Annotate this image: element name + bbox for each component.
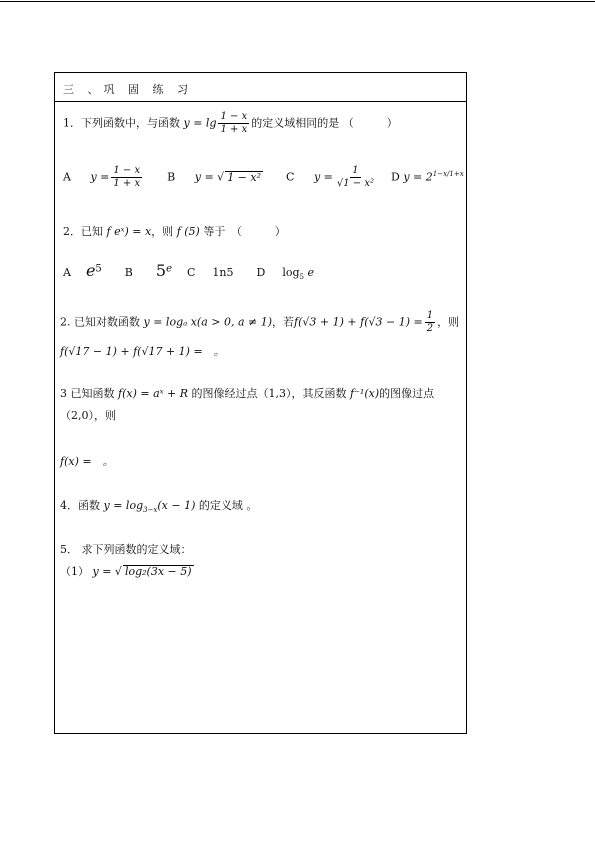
q2a-option-a-exp: 5 [95,263,102,275]
question-2b [60,310,459,335]
q2b-condition: f(√3 + 1) + f(√3 − 1) = [294,315,423,329]
q5-item-radicand: log₂(3x − 5) [124,565,192,578]
q1-option-b-label: B [167,170,176,184]
q1-option-c-label: C [286,170,295,184]
exercise-box [54,72,467,734]
q2b-half: $\frac{1}{2}$ [426,310,434,334]
q1-option-b-lhs: y = [194,170,214,184]
question-5: 5． 求下列函数的定义域： [60,543,192,556]
q1-option-d-exponent: 1−x/1+x [432,169,464,178]
q1-option-b-radicand: 1 − x² [227,170,262,184]
q2a-option-d-arg: e [307,266,315,279]
q2b-line-2: f(√17 − 1) + f(√17 + 1) = 。 [60,345,225,358]
header-divider [55,101,466,102]
question-2a [63,223,286,239]
q2b-then: ，则 [437,315,460,329]
q3-answer-line: f(x) = 。 [60,455,114,468]
q1-option-a-lhs: y = [90,170,110,184]
q1-option-a-label: A [63,170,71,184]
q4-tail: 的定义域 。 [198,499,258,512]
q1-func: y = lg [183,116,217,130]
q2a-option-d-label: D [256,266,266,279]
q2b-stem: 2. 已知对数函数 [60,315,140,329]
q2a-option-b-base: 5 [155,261,167,280]
q4-log-base: 3−x [143,506,158,515]
top-rule [0,1,595,2]
q2a-option-d-base: 5 [299,273,304,282]
q2a-option-d-log: log [282,266,300,279]
q2a-option-b-label: B [124,266,133,279]
q2a-stem: 2．已知 [63,225,103,238]
q4-log: y = log [103,499,144,512]
q5-item-1: （1） y = √ log₂(3x − 5) [60,565,192,578]
q2a-option-a-label: A [63,266,71,279]
q2a-options [63,261,314,281]
q1-options: A y = $\frac{1 - x}{1 + x}$ B y = √ 1 − x² C y = $\frac{1}{\text{√1 − x²}}$ D $y = 2^{1-x/1+x}$ [63,165,464,189]
q5-item-lhs: y = [92,565,112,578]
q3-line-2: （2,0），则 [60,409,116,422]
q3-stem: 3 已知函数 [60,387,115,400]
question-4 [60,497,257,514]
q5-item-label: （1） [60,565,89,578]
q2b-log-func: y = logₐ x(a > 0, a ≠ 1) [143,315,273,329]
q3-mid: 的图像经过点（1,3），其反函数 [191,387,347,400]
q3-function: f(x) = aˣ + R [118,387,189,400]
section-title: 三 、巩 固 练 习 [63,83,193,96]
q1-fraction: $\frac{1 - x}{1 + x}$ [220,111,248,135]
question-3 [60,385,434,401]
q1-stem: 1．下列函数中，与函数 [63,116,180,130]
q2a-mid: ，则 [151,225,174,238]
q3-inverse: f⁻¹(x) [350,387,380,400]
q2a-expr: f eˣ) = x [106,225,152,238]
q3-tail: 的图像过点 [379,387,435,400]
q2a-option-c-label: C [187,266,196,279]
q2a-option-b-exp: e [166,263,172,275]
q2b-if: ，若 [272,315,295,329]
q1-option-d-label: D [391,170,400,184]
q1-tail: 的定义域相同的是 （ ） [251,116,398,130]
q4-arg: (x − 1) [157,499,196,512]
q2a-tail: 等于 （ ） [203,225,286,238]
q1-option-d-lhs: y = 2 [403,170,433,184]
q2a-option-a-base: e [85,261,96,280]
q1-option-a-fraction: $\frac{1 - x}{1 + x}$ [113,165,141,189]
q2a-expr2: f (5) [176,225,200,238]
q4-stem: 4．函数 [60,499,100,512]
q1-option-c-lhs: y = [313,170,333,184]
q1-option-c-fraction: $\frac{1}{\text{√1 − x²}}$ [336,165,374,189]
question-1 [63,111,398,136]
q2a-option-c-value: 1n5 [212,266,234,279]
